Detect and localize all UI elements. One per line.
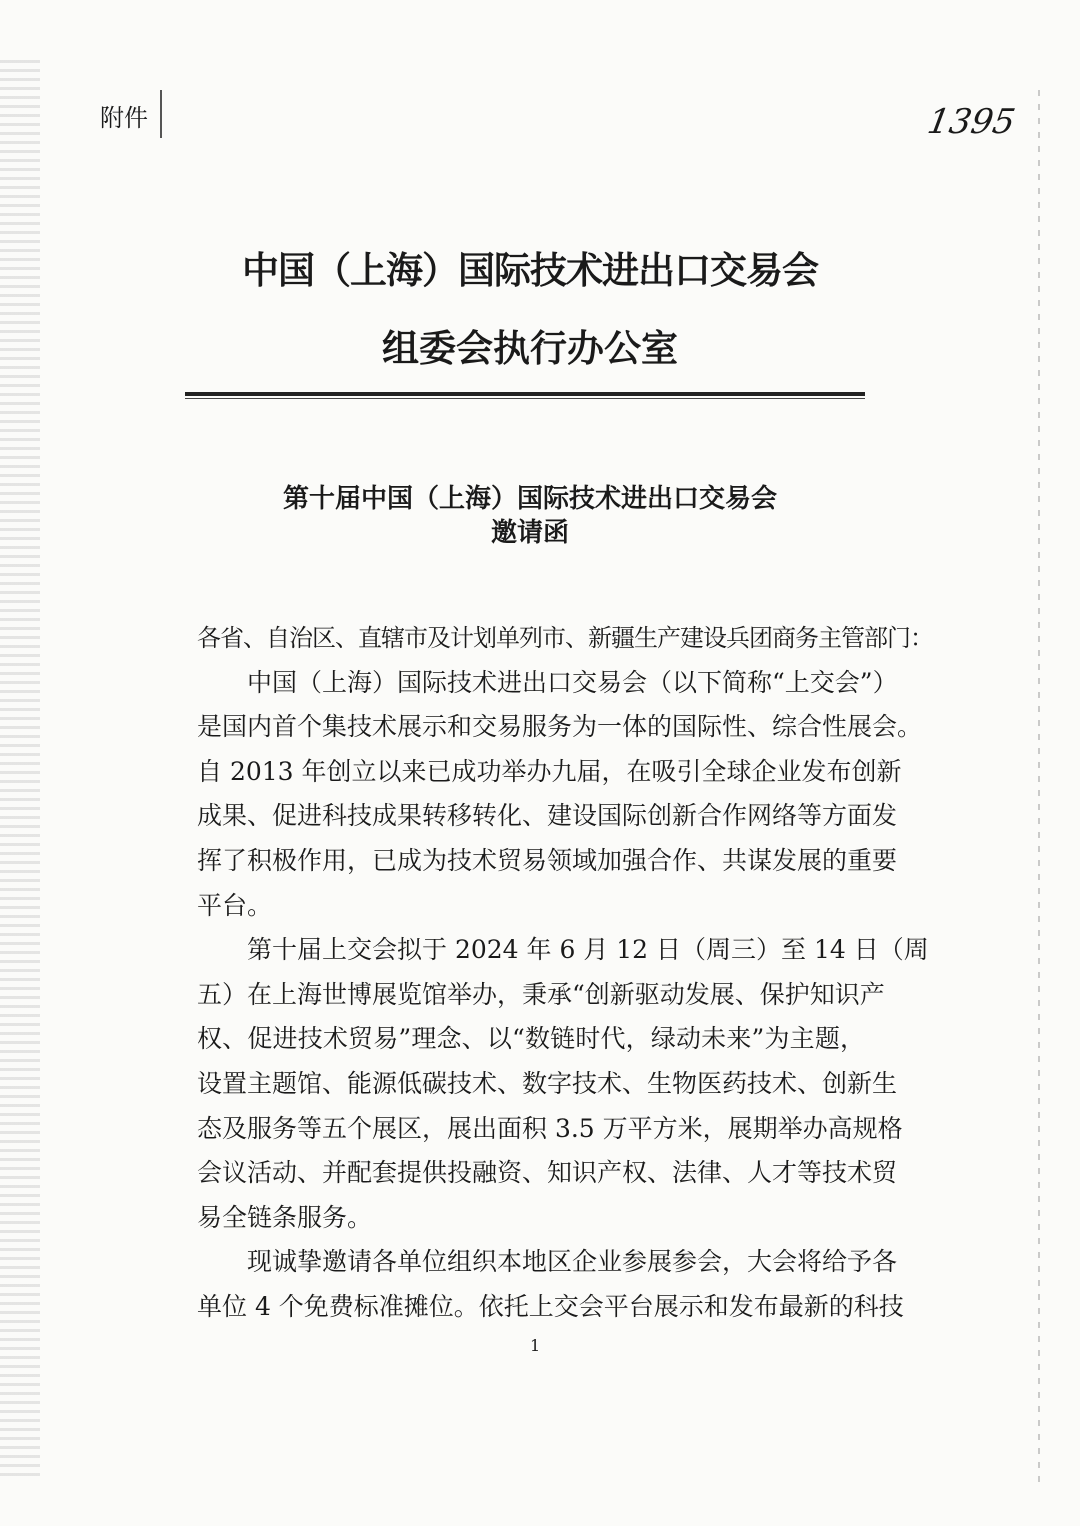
scan-edge-left [0, 60, 40, 1480]
body-line: 现诚挚邀请各单位组织本地区企业参展参会，大会将给予各 [247, 1247, 898, 1277]
header-rule [185, 392, 865, 396]
salutation: 各省、自治区、直辖市及计划单列市、新疆生产建设兵团商务主管部门： [197, 624, 933, 652]
body-line: 易全链条服务。 [197, 1202, 373, 1232]
document-subtitle: 邀请函 [490, 518, 569, 548]
org-title-line2: 组委会执行办公室 [382, 326, 678, 370]
body-line: 会议活动、并配套提供投融资、知识产权、法律、人才等技术贸 [197, 1158, 898, 1188]
scan-edge-right [1038, 90, 1040, 1490]
body-line: 权、促进技术贸易”理念、以“数链时代，绿动未来”为主题， [197, 1024, 865, 1054]
body-line: 单位 4 个免费标准摊位。依托上交会平台展示和发布最新的科技 [197, 1291, 904, 1321]
header-rule-thin [185, 398, 865, 399]
document-title: 第十届中国（上海）国际技术进出口交易会 [282, 484, 777, 514]
page-number: 1 [530, 1336, 541, 1355]
org-title-line1: 中国（上海）国际技术进出口交易会 [242, 248, 818, 292]
body-line: 挥了积极作用，已成为技术贸易领域加强合作、共谋发展的重要 [197, 845, 898, 875]
body-line: 第十届上交会拟于 2024 年 6 月 12 日（周三）至 14 日（周 [247, 935, 929, 965]
body-line: 设置主题馆、能源低碳技术、数字技术、生物医药技术、创新生 [197, 1068, 898, 1098]
body-line: 态及服务等五个展区，展出面积 3.5 万平方米，展期举办高规格 [197, 1113, 903, 1143]
body-line: 是国内首个集技术展示和交易服务为一体的国际性、综合性展会。 [197, 712, 923, 742]
body-line: 成果、促进科技成果转移转化、建设国际创新合作网络等方面发 [197, 801, 898, 831]
attachment-divider [160, 90, 162, 138]
handwritten-number: 1395 [924, 102, 1019, 142]
attachment-label: 附件 [100, 104, 148, 132]
body-line: 中国（上海）国际技术进出口交易会（以下简称“上交会”） [247, 667, 898, 697]
document-body [197, 616, 933, 1330]
body-line: 自 2013 年创立以来已成功举办九届，在吸引全球企业发布创新 [197, 756, 902, 786]
body-line: 五）在上海世博展览馆举办，秉承“创新驱动发展、保护知识产 [197, 979, 885, 1009]
body-line: 平台。 [197, 890, 273, 920]
